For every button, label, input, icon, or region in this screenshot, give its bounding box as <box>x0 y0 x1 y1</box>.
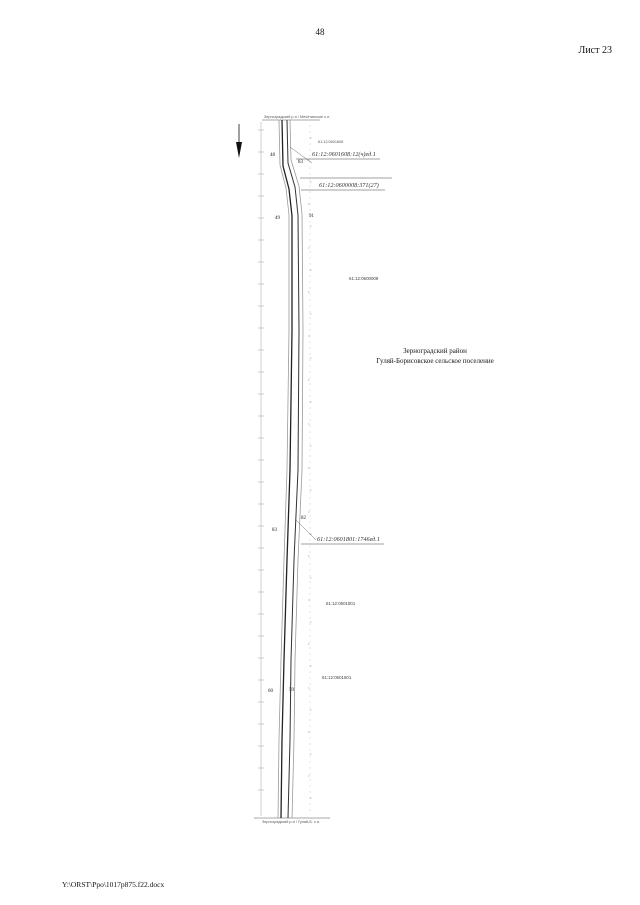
point-label: 59 <box>289 688 294 693</box>
survey-point <box>308 644 309 645</box>
survey-point <box>310 666 311 667</box>
survey-point <box>308 380 309 381</box>
top-boundary-text: Зерноградский р-н / Мечётинское с.п. <box>264 115 331 119</box>
survey-point <box>310 226 311 227</box>
point-label: 83 <box>298 160 303 165</box>
survey-point <box>310 314 311 315</box>
faint-label: 61:12:0600008 <box>349 276 379 281</box>
district-label <box>340 346 530 366</box>
survey-point <box>310 490 311 491</box>
survey-point <box>310 446 311 447</box>
faint-label: 61:12:0601608 <box>318 140 344 144</box>
point-label: 49 <box>275 216 280 221</box>
survey-point <box>310 754 311 755</box>
survey-point <box>308 732 309 733</box>
bottom-boundary-text: Зерноградский р-н / Гуляй-Б. с.п. <box>262 820 320 824</box>
survey-point <box>308 468 309 469</box>
survey-point <box>310 798 311 799</box>
survey-point <box>308 512 309 513</box>
page-number: 48 <box>315 27 325 37</box>
cadastral-label: 61:12:0601801:1746ед.1 <box>317 536 380 543</box>
faint-label: 61:12:0601801 <box>326 601 356 606</box>
survey-point <box>308 292 309 293</box>
survey-point <box>308 688 309 689</box>
survey-point <box>308 556 309 557</box>
survey-point <box>310 622 311 623</box>
survey-point <box>310 182 311 183</box>
point-label: 91 <box>309 214 314 219</box>
survey-point <box>310 710 311 711</box>
point-label: 82 <box>301 516 306 521</box>
footer-file-path: Y:\ORST\Ppo\1017p875.f22.docx <box>62 880 165 889</box>
point-label: 48 <box>270 153 275 158</box>
survey-point <box>308 204 309 205</box>
settlement-name: Гуляй-Борисовское сельское поселение <box>376 357 494 365</box>
survey-point <box>308 248 309 249</box>
survey-point <box>310 358 311 359</box>
survey-point <box>310 138 311 139</box>
survey-point <box>310 402 311 403</box>
district-name: Зерноградский район <box>403 347 467 355</box>
survey-point <box>308 336 309 337</box>
survey-point <box>310 578 311 579</box>
survey-point <box>310 270 311 271</box>
survey-point <box>308 600 309 601</box>
cadastral-label: 61:12:0600008:371(27) <box>319 182 379 189</box>
faint-label: 61:12:0601801 <box>322 675 352 680</box>
point-label: 83 <box>272 528 277 533</box>
sheet-label: Лист 23 <box>578 45 612 56</box>
point-label: 60 <box>268 689 273 694</box>
axis-ticks <box>258 130 311 799</box>
cadastral-label: 61:12:0601608:12(ч)ед.1 <box>312 151 376 158</box>
north-arrow-icon <box>236 124 242 158</box>
strip-outer-left <box>278 120 289 818</box>
survey-point <box>308 776 309 777</box>
survey-point <box>308 424 309 425</box>
